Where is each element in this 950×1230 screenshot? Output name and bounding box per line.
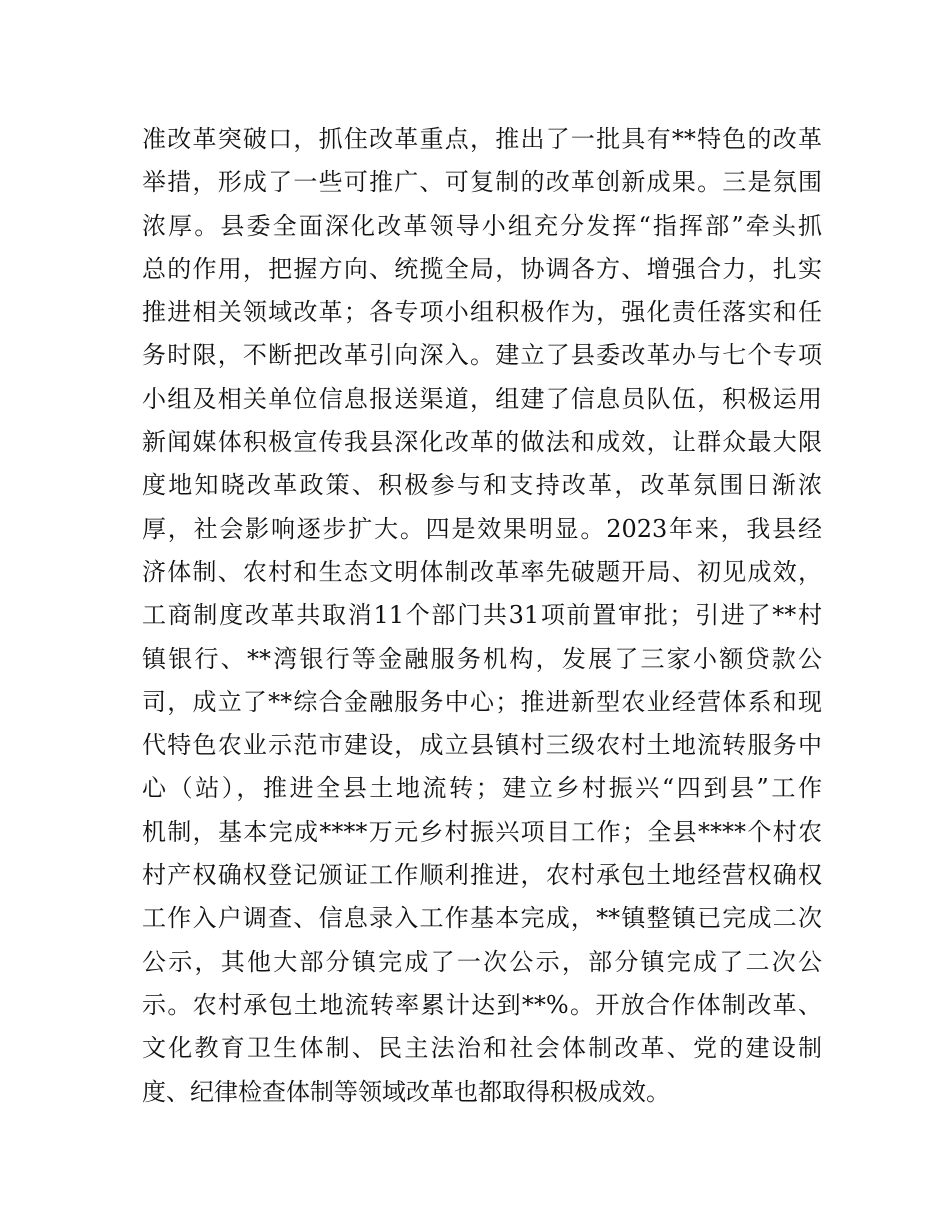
body-paragraph bbox=[142, 118, 822, 1114]
text-line: 务时限，不断把改革引向深入。建立了县委改革办与七个专项 bbox=[142, 341, 822, 370]
text-line: 浓厚。县委全面深化改革领导小组充分发挥“指挥部”牵头抓 bbox=[142, 211, 822, 240]
text-line: 镇银行、**湾银行等金融服务机构，发展了三家小额贷款公 bbox=[142, 644, 822, 673]
text-line: 准改革突破口，抓住改革重点，推出了一批具有**特色的改革 bbox=[142, 125, 822, 153]
text-line: 司，成立了**综合金融服务中心；推进新型农业经营体系和现 bbox=[142, 687, 822, 716]
text-line: 文化教育卫生体制、民主法治和社会体制改革、党的建设制 bbox=[142, 1034, 822, 1063]
text-line: 代特色农业示范市建设，成立县镇村三级农村土地流转服务中 bbox=[142, 731, 822, 760]
text-line: 举措，形成了一些可推广、可复制的改革创新成果。三是氛围 bbox=[142, 168, 822, 197]
text-line: 村产权确权登记颁证工作顺利推进，农村承包土地经营权确权 bbox=[142, 861, 822, 890]
text-line: 厚，社会影响逐步扩大。四是效果明显。2023年来，我县经 bbox=[142, 514, 822, 543]
text-line: 公示，其他大部分镇完成了一次公示，部分镇完成了二次公 bbox=[142, 947, 822, 976]
text-line: 度、纪律检查体制等领域改革也都取得积极成效。 bbox=[142, 1077, 670, 1106]
text-line: 度地知晓改革政策、积极参与和支持改革，改革氛围日渐浓 bbox=[142, 471, 822, 500]
text-line: 工商制度改革共取消11个部门共31项前置审批；引进了**村 bbox=[142, 601, 822, 630]
text-line: 工作入户调查、信息录入工作基本完成，**镇整镇已完成二次 bbox=[142, 904, 822, 933]
text-line: 机制，基本完成****万元乡村振兴项目工作；全县****个村农 bbox=[142, 817, 822, 846]
text-line: 总的作用，把握方向、统揽全局，协调各方、增强合力，扎实 bbox=[142, 254, 822, 283]
text-line: 新闻媒体积极宣传我县深化改革的做法和成效，让群众最大限 bbox=[142, 428, 822, 457]
text-line: 济体制、农村和生态文明体制改革率先破题开局、初见成效， bbox=[142, 557, 822, 586]
text-line: 推进相关领域改革；各专项小组积极作为，强化责任落实和任 bbox=[142, 298, 822, 327]
text-line: 示。农村承包土地流转率累计达到**%。开放合作体制改革、 bbox=[142, 990, 822, 1019]
text-line: 小组及相关单位信息报送渠道，组建了信息员队伍，积极运用 bbox=[142, 384, 822, 413]
text-line: 心（站），推进全县土地流转；建立乡村振兴“四到县”工作 bbox=[142, 774, 822, 803]
